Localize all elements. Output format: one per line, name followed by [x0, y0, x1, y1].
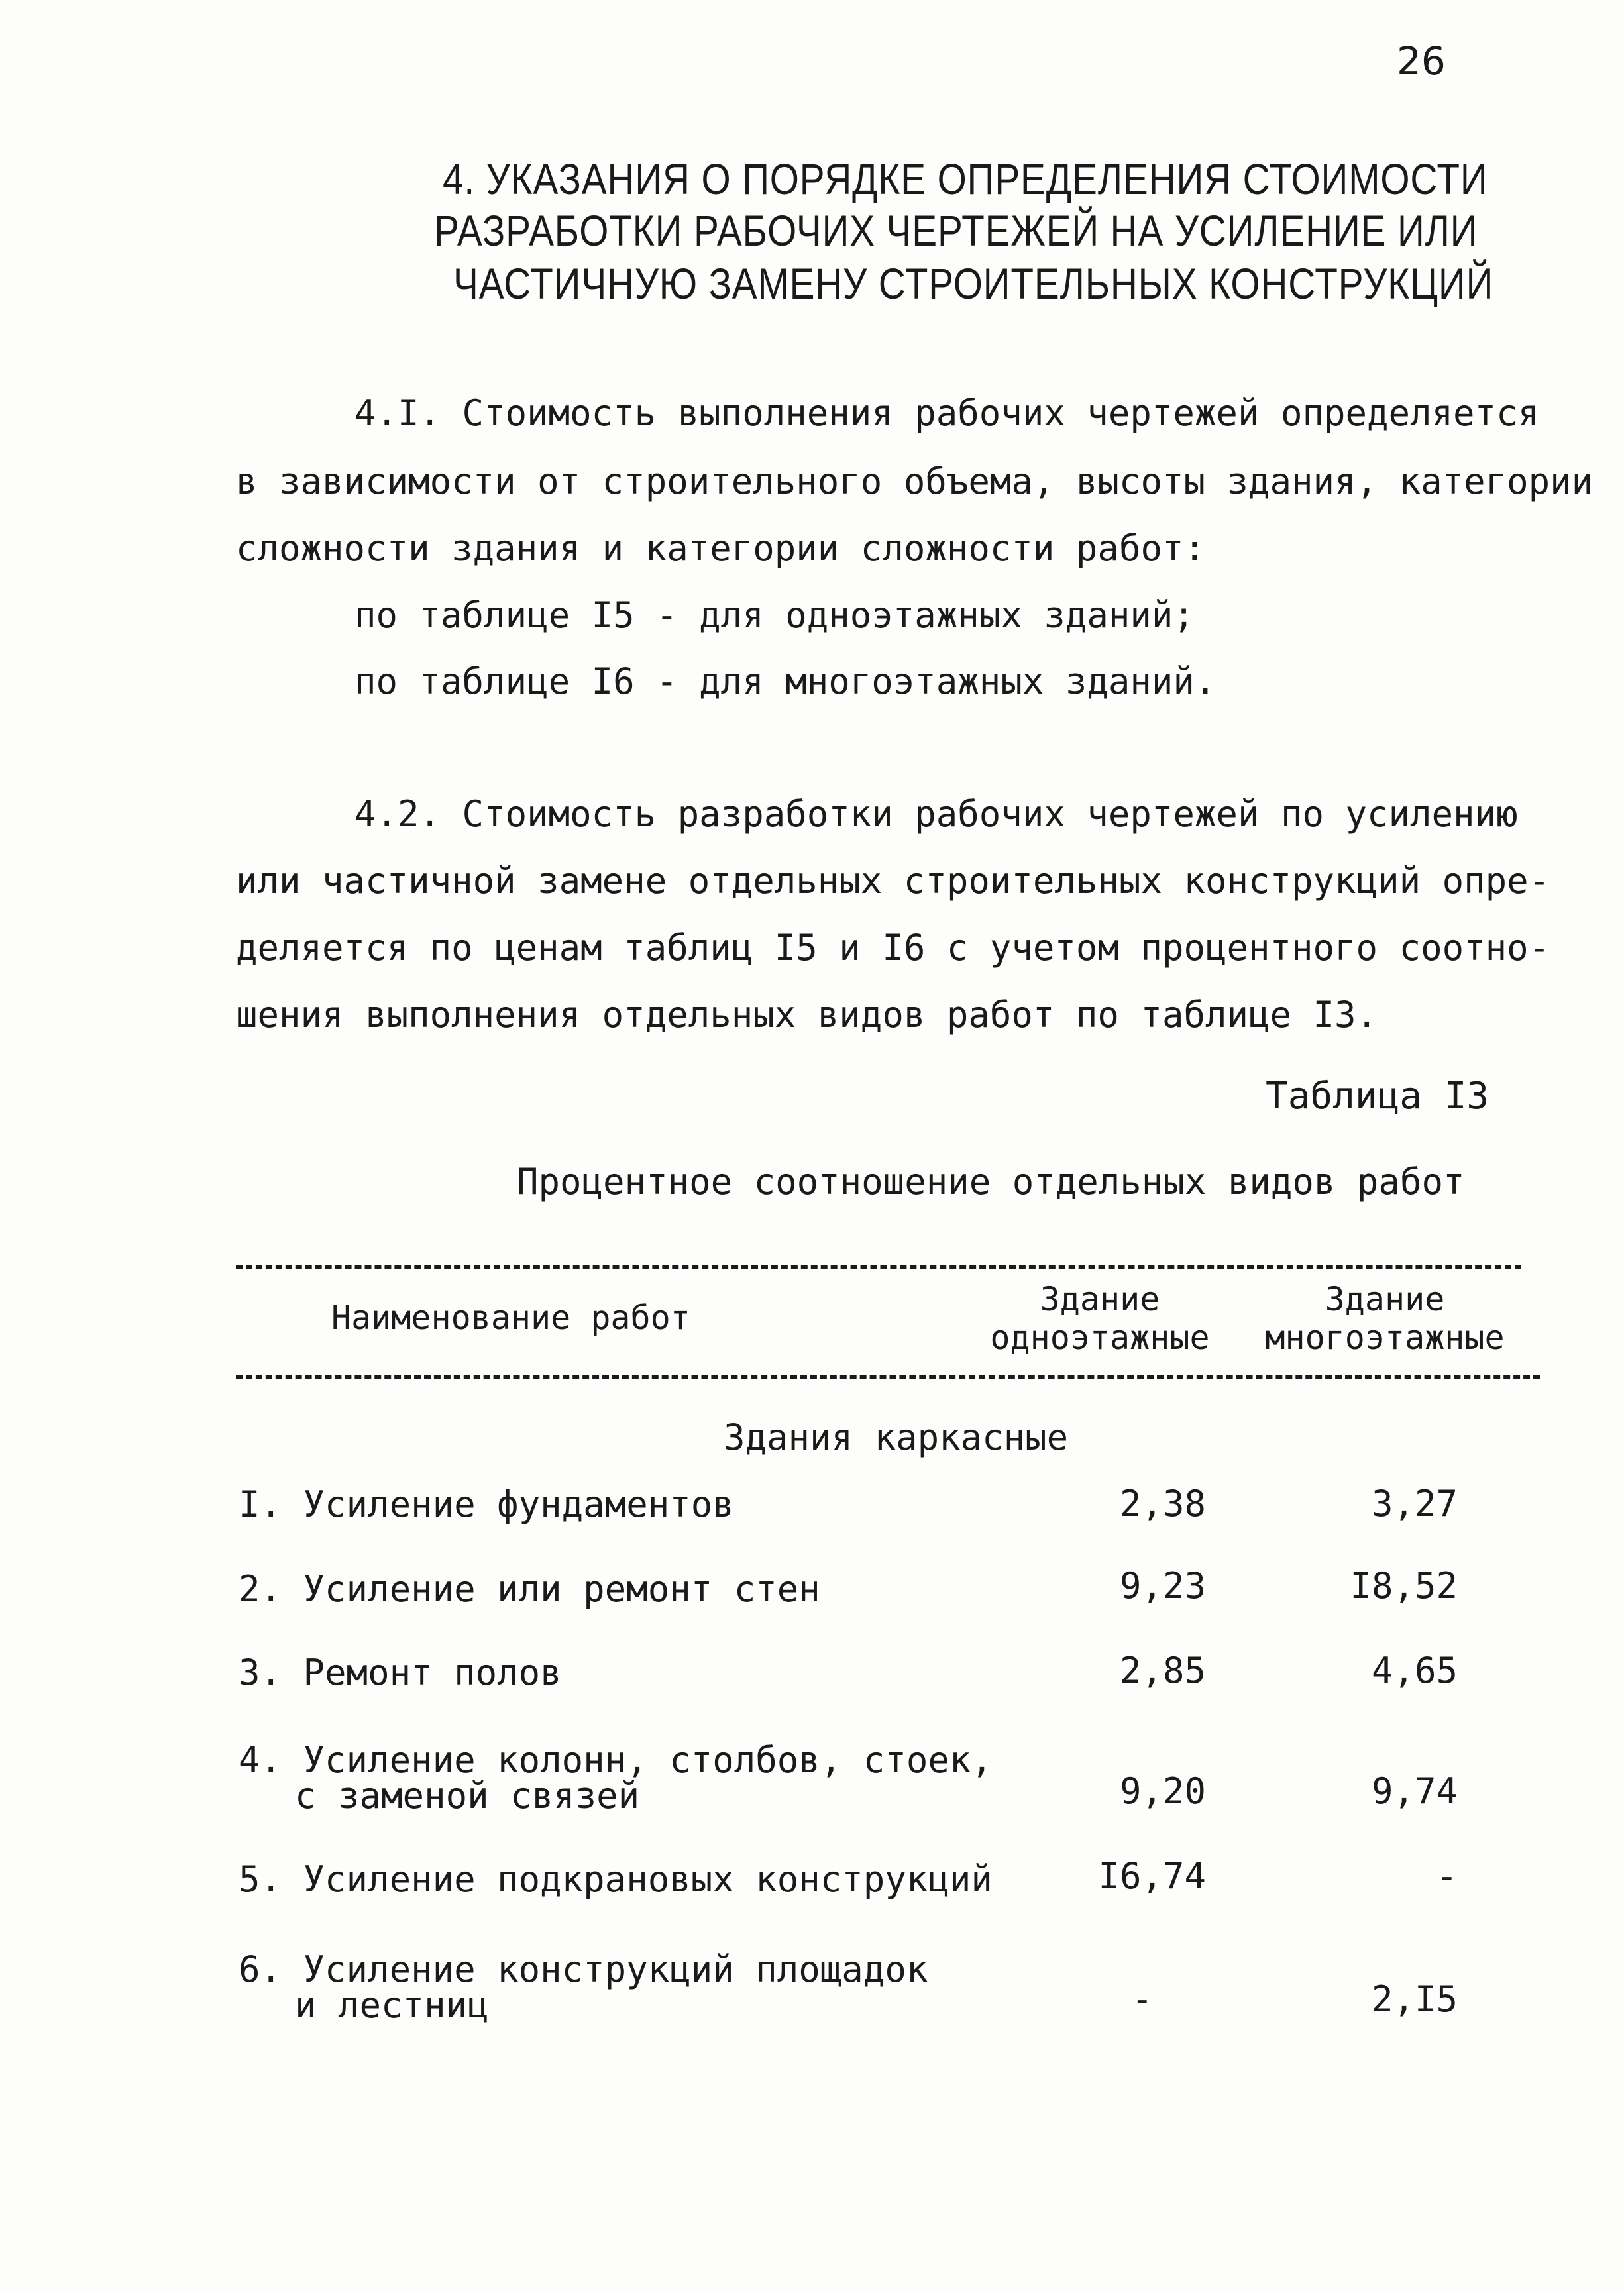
table-row-4-label-line2: с заменой связей	[295, 1775, 640, 1817]
table-row-4-label-line1: 4. Усиление колонн, столбов, стоек,	[239, 1739, 993, 1781]
table-top-rule	[236, 1265, 1521, 1269]
table-row-2-multi: I8,52	[1350, 1565, 1458, 1607]
column-header-single-line1: Здание	[1040, 1280, 1160, 1318]
table-row-5-single: I6,74	[1098, 1855, 1206, 1897]
heading-line-2: РАЗРАБОТКИ РАБОЧИХ ЧЕРТЕЖЕЙ НА УСИЛЕНИЕ ИЛИ	[434, 206, 1478, 255]
table-row-6-single: -	[1131, 1978, 1153, 2020]
table-row-4-single: 9,20	[1119, 1770, 1206, 1812]
table-caption: Процентное соотношение отдельных видов работ	[517, 1161, 1465, 1202]
heading-line-3: ЧАСТИЧНУЮ ЗАМЕНУ СТРОИТЕЛЬНЫХ КОНСТРУКЦИЙ	[453, 259, 1494, 308]
table-row-3-multi: 4,65	[1371, 1650, 1458, 1691]
page-number: 26	[1397, 38, 1446, 83]
table-row-3-label: 3. Ремонт полов	[239, 1652, 562, 1693]
section-4-2-line-4: шения выполнения отдельных видов работ по таблице I3.	[236, 994, 1378, 1036]
table-row-2-single: 9,23	[1119, 1565, 1206, 1607]
table-row-2-label: 2. Усиление или ремонт стен	[239, 1568, 820, 1610]
table-row-3-single: 2,85	[1119, 1650, 1206, 1691]
column-header-name: Наименование работ	[331, 1299, 690, 1337]
table-row-4-multi: 9,74	[1371, 1770, 1458, 1812]
column-header-multi	[1246, 1280, 1524, 1357]
table-row-6-label-line1: 6. Усиление конструкций площадок	[239, 1948, 928, 1990]
section-4-1-line-4: по таблице I5 - для одноэтажных зданий;	[354, 594, 1195, 636]
table-row-6-multi: 2,I5	[1371, 1978, 1458, 2020]
table-row-5-multi: -	[1436, 1855, 1458, 1897]
table-number: Таблица I3	[1266, 1075, 1489, 1118]
section-4-1-line-5: по таблице I6 - для многоэтажных зданий.	[354, 661, 1217, 702]
section-4-1-line-3: сложности здания и категории сложности работ:	[236, 527, 1205, 569]
heading-line-1: 4. УКАЗАНИЯ О ПОРЯДКЕ ОПРЕДЕЛЕНИЯ СТОИМОСТИ	[443, 154, 1488, 203]
column-header-single	[967, 1280, 1232, 1357]
section-4-2-line-2: или частичной замене отдельных строительных конструкций опре-	[236, 860, 1550, 902]
table-row-5-label: 5. Усиление подкрановых конструкций	[239, 1858, 993, 1900]
table-group-title: Здания каркасные	[724, 1416, 1069, 1458]
table-row-1-label: I. Усиление фундаментов	[239, 1483, 734, 1525]
section-4-2-line-3: деляется по ценам таблиц I5 и I6 с учетом процентного соотно-	[236, 927, 1550, 969]
section-4-1-line-2: в зависимости от строительного объема, высоты здания, категории	[236, 460, 1594, 502]
section-4-1-line-1: 4.I. Стоимость выполнения рабочих чертежей определяется	[354, 392, 1540, 434]
table-row-6-label-line2: и лестниц	[295, 1984, 489, 2026]
column-header-multi-line2: многоэтажные	[1265, 1318, 1505, 1357]
column-header-multi-line1: Здание	[1325, 1280, 1445, 1318]
table-header-rule	[236, 1375, 1540, 1379]
table-row-1-multi: 3,27	[1371, 1483, 1458, 1524]
table-row-1-single: 2,38	[1119, 1483, 1206, 1524]
section-4-2-line-1: 4.2. Стоимость разработки рабочих чертежей по усилению	[354, 793, 1518, 835]
column-header-single-line2: одноэтажные	[990, 1318, 1210, 1357]
